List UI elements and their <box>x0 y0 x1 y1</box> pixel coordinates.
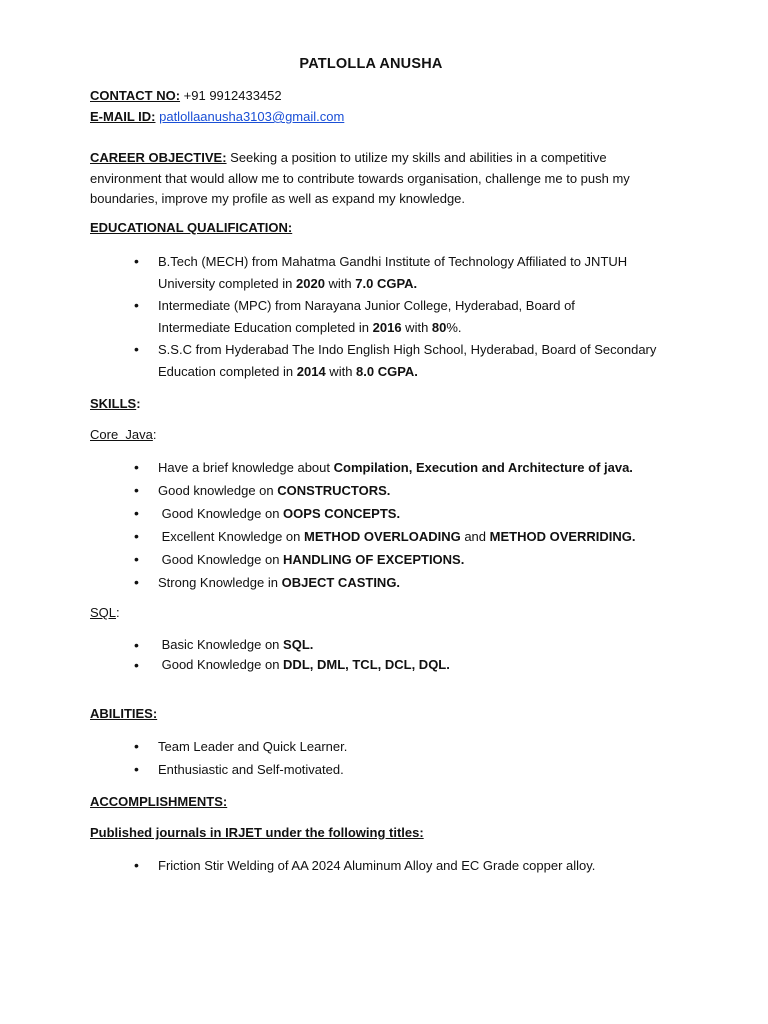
education-inter-line2: Intermediate Education completed in <box>158 319 373 335</box>
java-skill-bold: OOPS CONCEPTS. <box>283 506 401 521</box>
career-objective-line1: Seeking a position to utilize my skills and abilities in a competitive <box>230 150 607 165</box>
career-objective-label: CAREER OBJECTIVE: <box>90 150 227 165</box>
contact-phone-label: CONTACT NO: <box>90 88 181 103</box>
java-heading: Core Java <box>90 427 153 442</box>
education-btech-line1: B.Tech (MECH) from Mahatma Gandhi Institute of Technology Affiliated to JNTUH <box>158 254 628 269</box>
education-heading: EDUCATIONAL QUALIFICATION: <box>90 220 293 235</box>
bullet-icon: • <box>134 253 139 269</box>
bullet-icon: • <box>134 760 139 777</box>
contact-phone-value: +91 9912433452 <box>183 88 282 103</box>
abilities-heading: ABILITIES: <box>90 706 158 721</box>
education-btech-line2: University completed in <box>158 275 296 291</box>
bullet-icon: • <box>134 341 139 357</box>
education-ssc-line1: S.S.C from Hyderabad The Indo English High School, Hyderabad, Board of Secondary <box>158 342 657 357</box>
candidate-name: PATLOLLA ANUSHA <box>299 56 443 72</box>
accomplishments-subheading: Published journals in IRJET under the following titles: <box>90 825 424 840</box>
education-ssc-line2: Education completed in <box>158 363 297 379</box>
java-skill-mid: and <box>460 529 490 544</box>
list-item <box>90 503 690 525</box>
java-skill-bold: CONSTRUCTORS. <box>277 483 391 498</box>
abilities-list <box>90 736 690 781</box>
list-item <box>90 655 690 675</box>
java-skill-bold: METHOD OVERLOADING <box>303 529 461 544</box>
sql-skills-list <box>90 635 690 675</box>
education-ssc-grade: 8.0 CGPA. <box>356 363 418 379</box>
ability-text: Enthusiastic and Self-motivated. <box>158 761 344 777</box>
java-skill-bold2: METHOD OVERRIDING. <box>489 529 636 544</box>
sql-skill-bold: SQL. <box>283 637 314 652</box>
education-inter-year: 2016 <box>372 319 402 335</box>
java-skill-text: Good Knowledge on <box>158 506 284 521</box>
bullet-icon: • <box>134 297 139 313</box>
bullet-icon: • <box>134 738 139 754</box>
java-skill-bold: OBJECT CASTING. <box>281 575 401 590</box>
education-ssc-with: with <box>325 363 357 379</box>
bullet-icon: • <box>134 857 139 873</box>
sql-heading-row <box>90 605 120 620</box>
java-skills-list <box>90 457 690 595</box>
java-skill-text: Good Knowledge on <box>158 552 284 567</box>
sql-heading-colon: : <box>116 605 120 620</box>
bullet-icon: • <box>134 637 139 653</box>
contact-email-label: E-MAIL ID: <box>90 109 156 124</box>
skills-heading-colon: : <box>136 396 141 411</box>
career-objective <box>90 148 690 210</box>
bullet-icon: • <box>134 657 139 673</box>
education-btech-grade: 7.0 CGPA. <box>355 275 418 291</box>
education-inter-line1: Intermediate (MPC) from Narayana Junior College, Hyderabad, Board of <box>158 298 575 313</box>
bullet-icon: • <box>134 574 139 590</box>
java-skill-text: Excellent Knowledge on <box>158 529 304 544</box>
education-inter-with: with <box>401 319 432 335</box>
education-list <box>90 251 690 383</box>
list-item <box>90 635 690 655</box>
bullet-icon: • <box>134 459 139 475</box>
ability-text: Team Leader and Quick Learner. <box>158 739 348 754</box>
sql-skill-text: Basic Knowledge on <box>158 637 284 652</box>
bullet-icon: • <box>134 551 139 567</box>
contact-email-row <box>90 109 344 124</box>
bullet-icon: • <box>134 528 139 544</box>
java-heading-row <box>90 427 157 442</box>
bullet-icon: • <box>134 505 139 521</box>
career-objective-line2: environment that would allow me to contribute towards organisation, challenge me to push my <box>90 170 630 186</box>
accomplishments-list <box>90 855 690 878</box>
java-skill-bold: Compilation, Execution and Architecture of java. <box>333 460 633 475</box>
list-item <box>90 759 690 781</box>
list-item <box>90 251 690 294</box>
education-btech-year: 2020 <box>296 275 325 291</box>
skills-heading-row <box>90 396 141 411</box>
list-item <box>90 526 690 548</box>
list-item <box>90 736 690 758</box>
list-item <box>90 572 690 594</box>
java-heading-colon: : <box>152 427 157 442</box>
list-item <box>90 457 690 479</box>
education-inter-grade: 80 <box>431 319 447 335</box>
list-item <box>90 855 690 877</box>
list-item <box>90 480 690 502</box>
java-skill-text: Have a brief knowledge about <box>158 460 334 475</box>
list-item <box>90 549 690 571</box>
list-item <box>90 295 690 338</box>
list-item <box>90 339 690 382</box>
email-link[interactable]: patlollaanusha3103@gmail.com <box>159 109 345 124</box>
bullet-icon: • <box>134 482 139 498</box>
java-skill-text: Good knowledge on <box>158 483 278 498</box>
education-btech-with: with <box>324 275 356 291</box>
sql-heading: SQL <box>90 605 117 620</box>
accomplishments-heading: ACCOMPLISHMENTS: <box>90 794 228 809</box>
sql-skill-text: Good Knowledge on <box>158 657 284 672</box>
sql-skill-bold: DDL, DML, TCL, DCL, DQL. <box>283 657 450 672</box>
java-skill-text: Strong Knowledge in <box>158 575 282 590</box>
accomplishment-text: Friction Stir Welding of AA 2024 Aluminum Alloy and EC Grade copper alloy. <box>158 858 596 873</box>
education-ssc-year: 2014 <box>296 363 326 379</box>
contact-phone-row <box>90 88 282 103</box>
career-objective-line3: boundaries, improve my profile as well as expand my knowledge. <box>90 191 466 206</box>
education-inter-end: %. <box>446 319 462 335</box>
java-skill-bold: HANDLING OF EXCEPTIONS. <box>283 552 465 567</box>
skills-heading: SKILLS <box>90 396 137 411</box>
